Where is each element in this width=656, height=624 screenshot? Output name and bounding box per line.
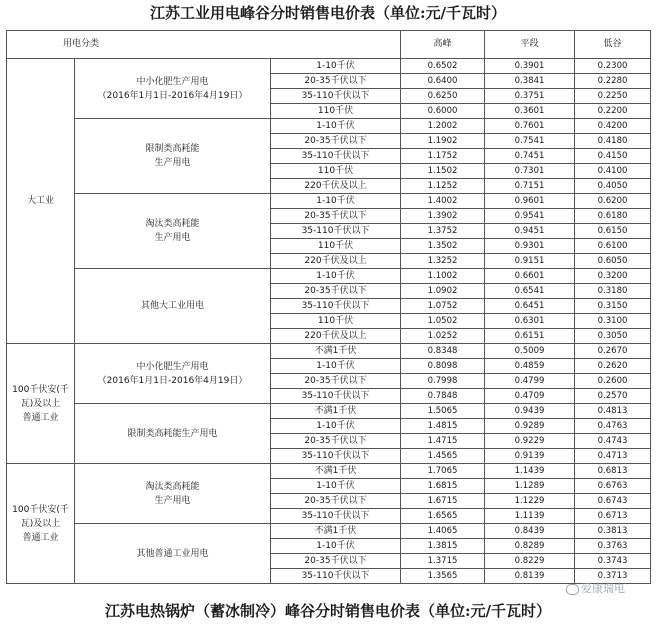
peak-price-cell: 0.6502 — [401, 59, 485, 74]
peak-price-cell: 1.4815 — [401, 419, 485, 434]
flat-price-cell: 0.8289 — [485, 539, 575, 554]
peak-price-cell: 1.1902 — [401, 134, 485, 149]
voltage-cell: 1-10千伏 — [271, 59, 401, 74]
flat-price-cell: 0.9139 — [485, 449, 575, 464]
voltage-cell: 110千伏 — [271, 314, 401, 329]
subgroup-name-cell: 淘汰类高耗能 生产用电 — [75, 194, 271, 269]
voltage-cell: 1-10千伏 — [271, 269, 401, 284]
flat-price-cell: 0.4859 — [485, 359, 575, 374]
flat-price-cell: 0.8439 — [485, 524, 575, 539]
peak-price-cell: 1.1752 — [401, 149, 485, 164]
valley-price-cell: 0.2600 — [575, 374, 651, 389]
valley-price-cell: 0.6200 — [575, 194, 651, 209]
flat-price-cell: 0.8139 — [485, 569, 575, 584]
flat-price-cell: 0.3841 — [485, 74, 575, 89]
peak-price-cell: 1.0752 — [401, 299, 485, 314]
valley-price-cell: 0.4100 — [575, 164, 651, 179]
valley-price-cell: 0.3180 — [575, 284, 651, 299]
valley-price-cell: 0.6050 — [575, 254, 651, 269]
peak-price-cell: 0.6400 — [401, 74, 485, 89]
subgroup-name-cell: 限制类高耗能 生产用电 — [75, 119, 271, 194]
group-name-cell: 大工业 — [7, 59, 75, 344]
subgroup-name-cell: 中小化肥生产用电 （2016年1月1日-2016年4月19日） — [75, 344, 271, 404]
subgroup-name-cell: 中小化肥生产用电 （2016年1月1日-2016年4月19日） — [75, 59, 271, 119]
peak-price-cell: 1.1002 — [401, 269, 485, 284]
peak-price-cell: 1.6815 — [401, 479, 485, 494]
valley-price-cell: 0.3763 — [575, 539, 651, 554]
flat-price-cell: 0.9301 — [485, 239, 575, 254]
flat-price-cell: 0.6301 — [485, 314, 575, 329]
valley-price-cell: 0.3813 — [575, 524, 651, 539]
header-flat: 平段 — [485, 31, 575, 59]
subgroup-name-cell: 其他大工业用电 — [75, 269, 271, 344]
next-table-title: 江苏电热锅炉（蓄冰制冷）峰谷分时销售电价表（单位:元/千瓦时） — [104, 602, 552, 620]
flat-price-cell: 0.3601 — [485, 104, 575, 119]
voltage-cell: 35-110千伏以下 — [271, 389, 401, 404]
peak-price-cell: 1.2002 — [401, 119, 485, 134]
peak-price-cell: 0.6000 — [401, 104, 485, 119]
peak-price-cell: 1.4715 — [401, 434, 485, 449]
valley-price-cell: 0.4713 — [575, 449, 651, 464]
peak-price-cell: 1.7065 — [401, 464, 485, 479]
flat-price-cell: 0.5009 — [485, 344, 575, 359]
watermark-text: 爱康瑞电 — [581, 582, 625, 595]
valley-price-cell: 0.4813 — [575, 404, 651, 419]
voltage-cell: 35-110千伏以下 — [271, 569, 401, 584]
flat-price-cell: 0.8229 — [485, 554, 575, 569]
voltage-cell: 不满1千伏 — [271, 404, 401, 419]
peak-price-cell: 1.3752 — [401, 224, 485, 239]
group-name-cell: 100千伏安(千 瓦)及以上 普通工业 — [7, 344, 75, 464]
valley-price-cell: 0.4180 — [575, 134, 651, 149]
table-row — [7, 524, 651, 539]
peak-price-cell: 0.7998 — [401, 374, 485, 389]
header-row — [7, 31, 651, 59]
peak-price-cell: 1.0502 — [401, 314, 485, 329]
valley-price-cell: 0.3743 — [575, 554, 651, 569]
peak-price-cell: 1.3815 — [401, 539, 485, 554]
valley-price-cell: 0.6150 — [575, 224, 651, 239]
valley-price-cell: 0.2200 — [575, 104, 651, 119]
valley-price-cell: 0.2300 — [575, 59, 651, 74]
flat-price-cell: 0.6601 — [485, 269, 575, 284]
flat-price-cell: 0.9289 — [485, 419, 575, 434]
header-valley: 低谷 — [575, 31, 651, 59]
table-body — [7, 59, 651, 584]
voltage-cell: 20-35千伏以下 — [271, 74, 401, 89]
valley-price-cell: 0.3200 — [575, 269, 651, 284]
valley-price-cell: 0.2280 — [575, 74, 651, 89]
peak-price-cell: 0.7848 — [401, 389, 485, 404]
peak-price-cell: 0.8098 — [401, 359, 485, 374]
peak-price-cell: 1.3902 — [401, 209, 485, 224]
valley-price-cell: 0.2670 — [575, 344, 651, 359]
voltage-cell: 20-35千伏以下 — [271, 434, 401, 449]
table-title: 江苏工业用电峰谷分时销售电价表（单位:元/千瓦时） — [149, 4, 507, 22]
valley-price-cell: 0.2570 — [575, 389, 651, 404]
table-row — [7, 59, 651, 74]
valley-price-cell: 0.4743 — [575, 434, 651, 449]
voltage-cell: 35-110千伏以下 — [271, 299, 401, 314]
flat-price-cell: 0.9439 — [485, 404, 575, 419]
flat-price-cell: 0.7301 — [485, 164, 575, 179]
table-row — [7, 194, 651, 209]
peak-price-cell: 0.8348 — [401, 344, 485, 359]
flat-price-cell: 0.7451 — [485, 149, 575, 164]
header-category: 用电分类 — [7, 31, 401, 59]
voltage-cell: 不满1千伏 — [271, 344, 401, 359]
voltage-cell: 1-10千伏 — [271, 359, 401, 374]
voltage-cell: 20-35千伏以下 — [271, 554, 401, 569]
table-row — [7, 269, 651, 284]
voltage-cell: 20-35千伏以下 — [271, 374, 401, 389]
peak-price-cell: 1.6715 — [401, 494, 485, 509]
flat-price-cell: 0.7541 — [485, 134, 575, 149]
voltage-cell: 35-110千伏以下 — [271, 149, 401, 164]
flat-price-cell: 0.6151 — [485, 329, 575, 344]
peak-price-cell: 1.1502 — [401, 164, 485, 179]
voltage-cell: 20-35千伏以下 — [271, 494, 401, 509]
peak-price-cell: 1.3715 — [401, 554, 485, 569]
flat-price-cell: 0.4709 — [485, 389, 575, 404]
flat-price-cell: 0.9151 — [485, 254, 575, 269]
valley-price-cell: 0.6713 — [575, 509, 651, 524]
flat-price-cell: 0.4799 — [485, 374, 575, 389]
peak-price-cell: 1.3252 — [401, 254, 485, 269]
peak-price-cell: 1.4565 — [401, 449, 485, 464]
flat-price-cell: 0.9601 — [485, 194, 575, 209]
table-row — [7, 119, 651, 134]
voltage-cell: 20-35千伏以下 — [271, 134, 401, 149]
voltage-cell: 35-110千伏以下 — [271, 509, 401, 524]
flat-price-cell: 0.9451 — [485, 224, 575, 239]
flat-price-cell: 0.9229 — [485, 434, 575, 449]
valley-price-cell: 0.4050 — [575, 179, 651, 194]
valley-price-cell: 0.4200 — [575, 119, 651, 134]
valley-price-cell: 0.6743 — [575, 494, 651, 509]
peak-price-cell: 1.4002 — [401, 194, 485, 209]
valley-price-cell: 0.3050 — [575, 329, 651, 344]
valley-price-cell: 0.6100 — [575, 239, 651, 254]
valley-price-cell: 0.2250 — [575, 89, 651, 104]
valley-price-cell: 0.4150 — [575, 149, 651, 164]
voltage-cell: 1-10千伏 — [271, 119, 401, 134]
flat-price-cell: 0.3901 — [485, 59, 575, 74]
voltage-cell: 220千伏及以上 — [271, 329, 401, 344]
voltage-cell: 35-110千伏以下 — [271, 224, 401, 239]
voltage-cell: 110千伏 — [271, 164, 401, 179]
peak-price-cell: 1.4065 — [401, 524, 485, 539]
watermark — [566, 580, 625, 596]
valley-price-cell: 0.3100 — [575, 314, 651, 329]
table-row — [7, 404, 651, 419]
valley-price-cell: 0.3713 — [575, 569, 651, 584]
voltage-cell: 不满1千伏 — [271, 464, 401, 479]
valley-price-cell: 0.6180 — [575, 209, 651, 224]
peak-price-cell: 1.0252 — [401, 329, 485, 344]
header-peak: 高峰 — [401, 31, 485, 59]
voltage-cell: 110千伏 — [271, 104, 401, 119]
voltage-cell: 110千伏 — [271, 239, 401, 254]
valley-price-cell: 0.4763 — [575, 419, 651, 434]
voltage-cell: 1-10千伏 — [271, 194, 401, 209]
voltage-cell: 不满1千伏 — [271, 524, 401, 539]
price-table — [6, 30, 651, 584]
voltage-cell: 20-35千伏以下 — [271, 209, 401, 224]
flat-price-cell: 1.1229 — [485, 494, 575, 509]
subgroup-name-cell: 限制类高耗能生产用电 — [75, 404, 271, 464]
voltage-cell: 20-35千伏以下 — [271, 284, 401, 299]
peak-price-cell: 1.3502 — [401, 239, 485, 254]
valley-price-cell: 0.3150 — [575, 299, 651, 314]
flat-price-cell: 0.9541 — [485, 209, 575, 224]
peak-price-cell: 1.6565 — [401, 509, 485, 524]
voltage-cell: 1-10千伏 — [271, 419, 401, 434]
wechat-icon — [566, 584, 579, 595]
voltage-cell: 1-10千伏 — [271, 539, 401, 554]
flat-price-cell: 1.1439 — [485, 464, 575, 479]
subgroup-name-cell: 淘汰类高耗能 生产用电 — [75, 464, 271, 524]
peak-price-cell: 1.0902 — [401, 284, 485, 299]
table-row — [7, 344, 651, 359]
table-row — [7, 464, 651, 479]
voltage-cell: 220千伏及以上 — [271, 254, 401, 269]
voltage-cell: 35-110千伏以下 — [271, 89, 401, 104]
flat-price-cell: 0.6451 — [485, 299, 575, 314]
voltage-cell: 220千伏及以上 — [271, 179, 401, 194]
peak-price-cell: 1.1252 — [401, 179, 485, 194]
valley-price-cell: 0.6813 — [575, 464, 651, 479]
peak-price-cell: 0.6250 — [401, 89, 485, 104]
flat-price-cell: 1.1139 — [485, 509, 575, 524]
peak-price-cell: 1.5065 — [401, 404, 485, 419]
flat-price-cell: 0.6541 — [485, 284, 575, 299]
voltage-cell: 1-10千伏 — [271, 479, 401, 494]
flat-price-cell: 1.1289 — [485, 479, 575, 494]
subgroup-name-cell: 其他普通工业用电 — [75, 524, 271, 584]
flat-price-cell: 0.7601 — [485, 119, 575, 134]
valley-price-cell: 0.6763 — [575, 479, 651, 494]
valley-price-cell: 0.2620 — [575, 359, 651, 374]
group-name-cell: 100千伏安(千 瓦)及以上 普通工业 — [7, 464, 75, 584]
peak-price-cell: 1.3565 — [401, 569, 485, 584]
flat-price-cell: 0.3751 — [485, 89, 575, 104]
voltage-cell: 35-110千伏以下 — [271, 449, 401, 464]
flat-price-cell: 0.7151 — [485, 179, 575, 194]
